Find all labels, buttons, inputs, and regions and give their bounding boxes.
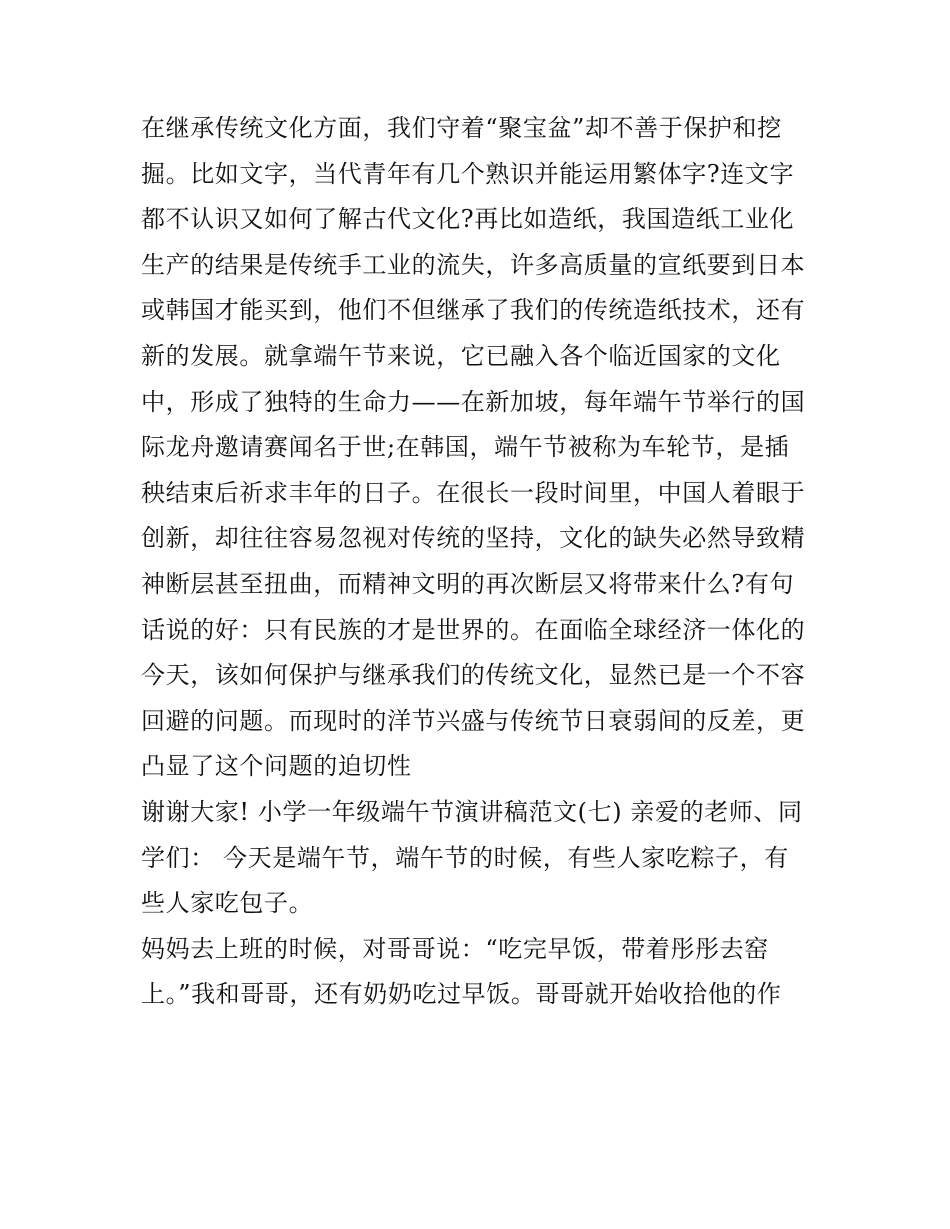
text-line: 或韩国才能买到，他们不但继承了我们的传统造纸技术，还有: [141, 296, 806, 325]
text-line: 际龙舟邀请赛闻名于世;在韩国，端午节被称为车轮节，是插: [141, 433, 790, 462]
text-line: 谢谢大家! 小学一年级端午节演讲稿范文(七) 亲爱的老师、同: [141, 797, 803, 826]
text-line: 神断层甚至扭曲，而精神文明的再次断层又将带来什么?有句: [141, 569, 795, 598]
body-text: [141, 106, 821, 1018]
text-line: 掘。比如文字，当代青年有几个熟识并能运用繁体字?连文字: [141, 159, 795, 188]
text-line: 生产的结果是传统手工业的流失，许多高质量的宣纸要到日本: [141, 250, 806, 279]
text-line: 凸显了这个问题的迫切性: [141, 752, 412, 781]
text-line: 新的发展。就拿端午节来说，它已融入各个临近国家的文化: [141, 341, 781, 370]
text-line: 妈妈去上班的时候，对哥哥说：“吃完早饭，带着彤彤去窑: [141, 934, 769, 963]
text-line: 学们： 今天是端午节，端午节的时候，有些人家吃粽子，有: [141, 843, 789, 872]
text-line: 话说的好：只有民族的才是世界的。在面临全球经济一体化的: [141, 615, 806, 644]
text-line: 创新，却往往容易忽视对传统的坚持，文化的缺失必然导致精: [141, 524, 806, 553]
text-line: 秧结束后祈求丰年的日子。在很长一段时间里，中国人着眼于: [141, 478, 806, 507]
text-line: 今天，该如何保护与继承我们的传统文化，显然已是一个不容: [141, 661, 806, 690]
text-line: 些人家吃包子。: [141, 889, 314, 918]
text-line: 都不认识又如何了解古代文化?再比如造纸，我国造纸工业化: [141, 205, 795, 234]
text-line: 回避的问题。而现时的洋节兴盛与传统节日衰弱间的反差，更: [141, 706, 806, 735]
text-line: 中，形成了独特的生命力——在新加坡，每年端午节举行的国: [141, 387, 806, 416]
text-line: 上。”我和哥哥，还有奶奶吃过早饭。哥哥就开始收拾他的作: [141, 980, 782, 1009]
text-line: 在继承传统文化方面，我们守着“聚宝盆”却不善于保护和挖: [141, 114, 782, 142]
